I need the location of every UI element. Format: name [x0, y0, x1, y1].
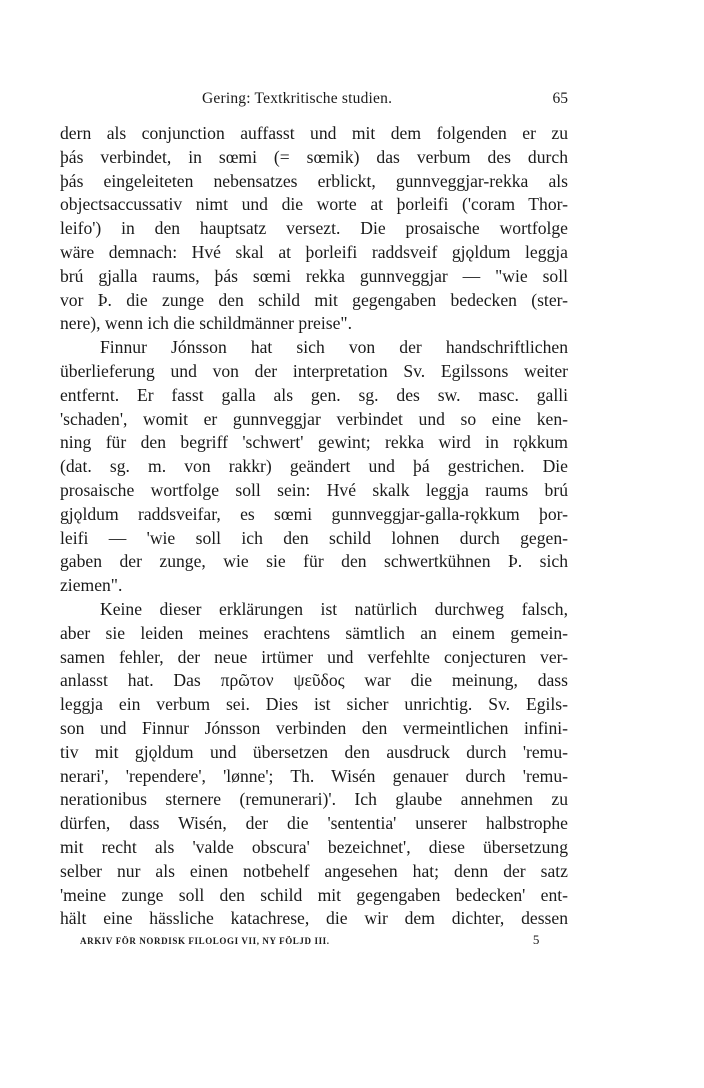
- text-line: þás verbindet, in sœmi (= sœmik) das verbum des durch: [60, 146, 568, 167]
- text-line: dern als conjunction auffasst und mit dem folgenden er zu: [60, 123, 568, 143]
- text-line: prosaische wortfolge soll sein: Hvé skalk leggja raums brú: [60, 479, 568, 500]
- text-line: 'meine zunge soll den schild mit gegengaben bedecken' ent-: [60, 884, 568, 905]
- text-line: gjǫldum raddsveifar, es sœmi gunnveggjar-galla-rǫkkum þor-: [60, 503, 568, 524]
- text-line: dürfen, dass Wisén, der die 'sententia' unserer halbstrophe: [60, 813, 568, 834]
- text-line: nerari', 'rependere', 'lønne'; Th. Wisén genauer durch 'remu-: [60, 765, 568, 786]
- text-line: ning für den begriff 'schwert' gewint; rekka wird in rǫkkum: [60, 432, 568, 453]
- text-line: anlasst hat. Das πρῶτον ψεῦδος war die meinung, dass: [60, 670, 568, 691]
- text-line: entfernt. Er fasst galla als gen. sg. des sw. masc. galli: [60, 384, 568, 405]
- text-line: wäre demnach: Hvé skal at þorleifi raddsveif gjǫldum leggja: [60, 241, 568, 262]
- text-line: hält eine hässliche katachrese, die wir dem dichter, dessen: [60, 908, 568, 929]
- text-line: leggja ein verbum sei. Dies ist sicher unrichtig. Sv. Egils-: [60, 694, 568, 715]
- text-line: nerationibus sternere (remunerari)'. Ich glaube annehmen zu: [60, 789, 568, 810]
- page-footer: [80, 932, 540, 950]
- text-line: vor Þ. die zunge den schild mit gegengaben bedecken (ster-: [60, 289, 568, 310]
- text-line: samen fehler, der neue irtümer und verfehlte conjecturen ver-: [60, 646, 568, 667]
- text-line: selber nur als einen notbehelf angesehen hat; denn der satz: [60, 860, 568, 881]
- text-line: überlieferung und von der interpretation Sv. Egilssons weiter: [60, 360, 568, 381]
- paragraph-start-line: Finnur Jónsson hat sich von der handschriftlichen: [100, 337, 568, 358]
- text-line: gaben der zunge, wie sie für den schwertkühnen Þ. sich: [60, 551, 568, 572]
- text-line: nere), wenn ich die schildmänner preise".: [60, 313, 352, 334]
- text-line: mit recht als 'valde obscura' bezeichnet', diese übersetzung: [60, 836, 568, 857]
- text-line: aber sie leiden meines erachtens sämtlich an einem gemein-: [60, 622, 568, 643]
- text-line: (dat. sg. m. von rakkr) geändert und þá gestrichen. Die: [60, 456, 568, 477]
- text-line: objectsaccussativ nimt und die worte at þorleifi ('coram Thor-: [60, 194, 568, 215]
- text-line: brú gjalla raums, þás sœmi rekka gunnveggjar — "wie soll: [60, 265, 568, 286]
- text-line: leifo') in den hauptsatz versezt. Die prosaische wortfolge: [60, 218, 568, 239]
- sheet-number: 5: [532, 932, 540, 947]
- page-number: 65: [552, 90, 568, 107]
- paragraph-start-line: Keine dieser erklärungen ist natürlich durchweg falsch,: [100, 598, 568, 619]
- footer-signature: ARKIV FÖR NORDISK FILOLOGI VII, NY FÖLJD III.: [80, 936, 330, 946]
- text-line: tiv mit gjǫldum und übersetzen den ausdruck durch 'remu-: [60, 741, 568, 762]
- running-header: [60, 90, 568, 114]
- text-line: leifi — 'wie soll ich den schild lohnen durch gegen-: [60, 527, 568, 548]
- text-line: þás eingeleiteten nebensatzes erblickt, gunnveggjar-rekka als: [60, 170, 568, 191]
- running-title: Gering: Textkritische studien.: [202, 90, 393, 107]
- text-line: ziemen".: [60, 575, 123, 596]
- body-text: [60, 122, 568, 931]
- text-line: son und Finnur Jónsson verbinden den vermeintlichen infini-: [60, 717, 568, 738]
- text-line: 'schaden', womit er gunnveggjar verbindet und so eine ken-: [60, 408, 568, 429]
